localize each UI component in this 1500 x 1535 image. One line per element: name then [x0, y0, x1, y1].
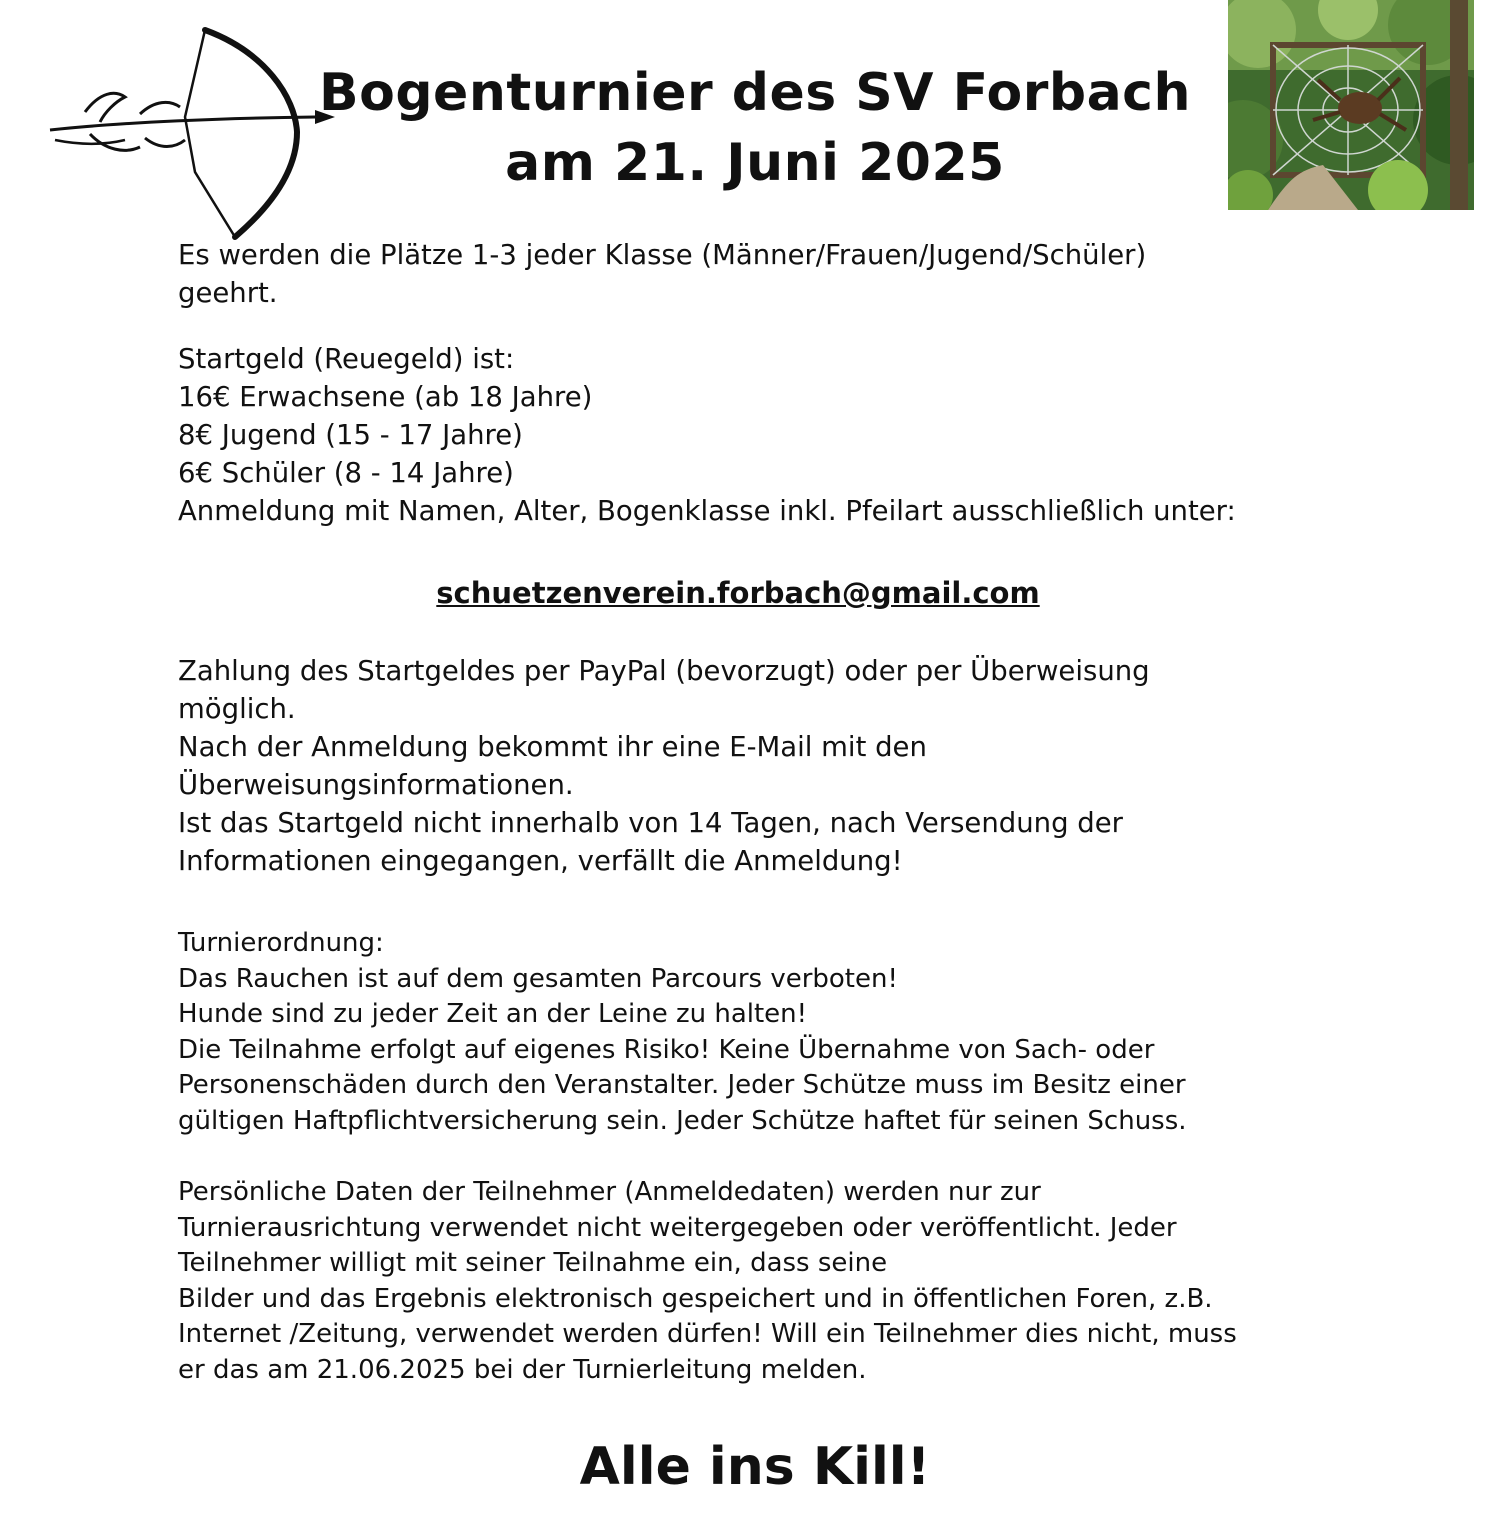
flyer-body [178, 236, 1338, 1388]
rules-line: gültigen Haftpflichtversicherung sein. Jeder Schütze haftet für seinen Schuss. [178, 1105, 1187, 1136]
title-line-2: am 21. Juni 2025 [505, 133, 1005, 193]
rules-line: Personenschäden durch den Veranstalter. Jeder Schütze muss im Besitz einer [178, 1070, 1186, 1100]
closing-slogan: Alle ins Kill! [579, 1437, 931, 1497]
forest-spiderweb-target-photo [1228, 0, 1474, 210]
fee-youth: 8€ Jugend (15 - 17 Jahre) [178, 419, 523, 451]
privacy-line: Internet /Zeitung, verwendet werden dürfen! Will ein Teilnehmer dies nicht, muss [178, 1319, 1237, 1349]
payment-line: Zahlung des Startgeldes per PayPal (bevorzugt) oder per Überweisung [178, 655, 1150, 687]
privacy-line: er das am 21.06.2025 bei der Turnierleitung melden. [178, 1354, 867, 1385]
rules-line: Hunde sind zu jeder Zeit an der Leine zu halten! [178, 999, 808, 1029]
fee-pupils: 6€ Schüler (8 - 14 Jahre) [178, 457, 514, 489]
registration-text: Anmeldung mit Namen, Alter, Bogenklasse inkl. Pfeilart ausschließlich unter: [178, 495, 1236, 527]
page-title [300, 58, 1210, 198]
rules-line: Das Rauchen ist auf dem gesamten Parcours verboten! [178, 963, 898, 994]
fee-adults: 16€ Erwachsene (ab 18 Jahre) [178, 381, 593, 413]
privacy-line: Bilder und das Ergebnis elektronisch gespeichert und in öffentlichen Foren, z.B. [178, 1283, 1213, 1314]
title-line-1: Bogenturnier des SV Forbach [318, 63, 1192, 123]
payment-line: Ist das Startgeld nicht innerhalb von 14 Tagen, nach Versendung der [178, 807, 1123, 839]
privacy-line: Persönliche Daten der Teilnehmer (Anmeldedaten) werden nur zur [178, 1177, 1041, 1207]
payment-line: Nach der Anmeldung bekommt ihr eine E-Mail mit den [178, 731, 927, 763]
rules-heading: Turnierordnung: [178, 928, 384, 958]
payment-line: Überweisungsinformationen. [178, 769, 574, 801]
payment-line: Informationen eingegangen, verfällt die Anmeldung! [178, 845, 903, 877]
privacy-line: Teilnehmer willigt mit seiner Teilnahme ein, dass seine [178, 1248, 888, 1278]
contact-email-link[interactable]: schuetzenverein.forbach@gmail.com [436, 576, 1040, 610]
rules-line: Die Teilnahme erfolgt auf eigenes Risiko! Keine Übernahme von Sach- oder [178, 1034, 1155, 1065]
privacy-line: Turnierausrichtung verwendet nicht weitergegeben oder veröffentlicht. Jeder [178, 1212, 1177, 1243]
awards-line-2: geehrt. [178, 277, 278, 309]
payment-line: möglich. [178, 693, 296, 725]
awards-line-1: Es werden die Plätze 1-3 jeder Klasse (Männer/Frauen/Jugend/Schüler) [178, 239, 1147, 271]
fees-heading: Startgeld (Reuegeld) ist: [178, 343, 515, 375]
